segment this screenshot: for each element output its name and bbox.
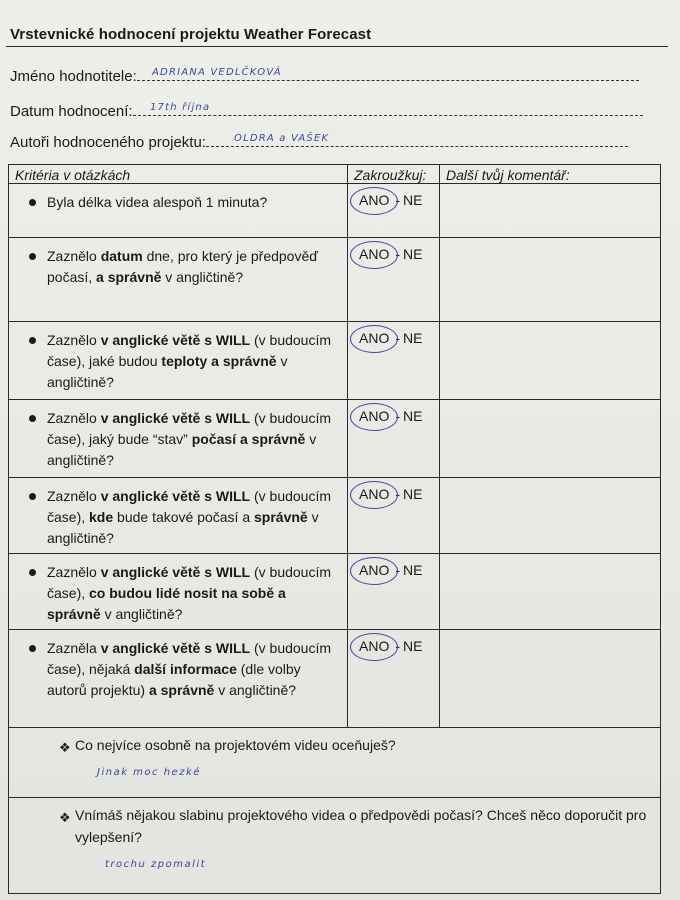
circled-answer-mark (350, 187, 401, 215)
open-question-row (9, 798, 661, 894)
comment-cell[interactable] (440, 630, 661, 728)
criteria-row (9, 630, 661, 728)
question-text: (v budoucím čase), jaké budou (47, 332, 332, 369)
comment-cell[interactable] (440, 400, 661, 478)
answer-options (348, 554, 439, 578)
question-text: správně (254, 509, 308, 525)
question-text: Zaznělo (47, 564, 101, 580)
question-text: bude takové počasí a (113, 509, 255, 525)
criteria-question (9, 238, 348, 322)
answer-options (348, 238, 439, 262)
handwritten-answer: Jinak moc hezké (97, 767, 201, 778)
bullet-icon (29, 337, 36, 344)
question-text: Byla délka videa alespoň 1 minuta? (47, 194, 268, 210)
question-text: datum (100, 248, 143, 264)
date-label: Datum hodnocení: (10, 103, 133, 120)
criteria-row (9, 554, 661, 630)
open-question-cell[interactable] (9, 798, 661, 894)
evaluator-label: Jméno hodnotitele: (10, 68, 137, 85)
option-separator: - (395, 246, 401, 262)
criteria-question (9, 478, 348, 554)
question-text: kde (89, 509, 114, 525)
page-title: Vrstevnické hodnocení projektu Weather Forecast (10, 26, 372, 43)
circled-answer-mark (350, 557, 401, 585)
option-no: NE (403, 408, 423, 424)
authors-label: Autoři hodnoceného projektu: (10, 134, 206, 151)
option-no: NE (403, 192, 423, 208)
comment-cell[interactable] (440, 478, 661, 554)
option-yes: ANO (359, 638, 390, 654)
question-text: a správně (96, 269, 162, 285)
answer-options (348, 478, 439, 502)
criteria-question (9, 554, 348, 630)
criteria-row (9, 478, 661, 554)
open-question-text: Vnímáš nějakou slabinu projektového videa o předpovědi počasí? Chceš něco doporučit pro vylepšení? (75, 807, 647, 845)
option-separator: - (395, 486, 401, 502)
criteria-question (9, 400, 348, 478)
comment-cell[interactable] (440, 554, 661, 630)
criteria-row (9, 238, 661, 322)
question-text: Zaznělo (47, 332, 101, 348)
answer-options (348, 184, 439, 208)
option-yes: ANO (359, 246, 390, 262)
criteria-row (9, 184, 661, 238)
question-text: Zaznělo (47, 248, 101, 264)
question-text: dne, pro který je předpověď počasí, (47, 248, 318, 285)
criteria-row (9, 400, 661, 478)
criteria-question (9, 184, 348, 238)
option-yes: ANO (359, 330, 390, 346)
authors-value: OLDRA a VAŠEK (234, 133, 330, 144)
bullet-icon (29, 645, 36, 652)
question-text: v angličtině? (47, 431, 317, 468)
question-text: (v budoucím čase), nějaká (47, 640, 332, 677)
option-no: NE (403, 638, 423, 654)
question-text: (v budoucím čase), jaký bude “stav” (47, 410, 332, 447)
circled-answer-mark (350, 325, 401, 353)
evaluation-table (8, 164, 661, 894)
bullet-icon (29, 199, 36, 206)
question-text: (v budoucím čase), (47, 488, 332, 525)
date-field (10, 103, 643, 120)
question-text: v anglické větě s WILL (100, 332, 251, 348)
question-text: další informace (134, 661, 237, 677)
comment-cell[interactable] (440, 184, 661, 238)
criteria-question (9, 630, 348, 728)
option-yes: ANO (359, 192, 390, 208)
option-separator: - (395, 192, 401, 208)
question-text: Zaznělo (47, 410, 101, 426)
question-text: teploty a správně (161, 353, 277, 369)
answer-cell[interactable] (348, 322, 440, 400)
bullet-icon (29, 493, 36, 500)
question-text: a správně (148, 682, 215, 698)
option-yes: ANO (359, 486, 390, 502)
answer-cell[interactable] (348, 238, 440, 322)
question-text: Zaznělo (47, 488, 101, 504)
question-text: v angličtině? (214, 682, 297, 698)
circled-answer-mark (350, 403, 401, 431)
question-text: v angličtině? (47, 509, 319, 546)
option-no: NE (403, 486, 423, 502)
title-divider (6, 46, 668, 47)
option-no: NE (403, 562, 423, 578)
evaluator-field (10, 68, 639, 85)
option-separator: - (395, 562, 401, 578)
answer-options (348, 630, 439, 654)
question-text: v angličtině? (47, 353, 288, 390)
date-value: 17th října (150, 102, 211, 113)
table-header-row (9, 165, 661, 184)
question-text: v angličtině? (161, 269, 244, 285)
question-text: (dle volby autorů projektu) (47, 661, 301, 698)
question-text: co budou lidé nosit na sobě a správně (47, 585, 286, 622)
header-circle: Zakroužkuj: (348, 165, 440, 184)
handwritten-answer: trochu zpomalit (105, 859, 207, 870)
question-text: v anglické větě s WILL (100, 640, 251, 656)
open-question-text: Co nejvíce osobně na projektovém videu oceňuješ? (75, 737, 396, 753)
option-no: NE (403, 246, 423, 262)
question-text: v anglické větě s WILL (100, 488, 251, 504)
answer-cell[interactable] (348, 478, 440, 554)
option-separator: - (395, 408, 401, 424)
question-text: v angličtině? (100, 606, 183, 622)
bullet-icon (29, 569, 36, 576)
diamond-bullet-icon: ❖ (59, 810, 71, 825)
comment-cell[interactable] (440, 238, 661, 322)
question-text: Zazněla (47, 640, 101, 656)
question-text: počasí a správně (191, 431, 306, 447)
option-yes: ANO (359, 408, 390, 424)
bullet-icon (29, 415, 36, 422)
option-no: NE (403, 330, 423, 346)
option-separator: - (395, 330, 401, 346)
bullet-icon (29, 253, 36, 260)
comment-cell[interactable] (440, 322, 661, 400)
question-text: v anglické větě s WILL (100, 564, 251, 580)
diamond-bullet-icon: ❖ (59, 740, 71, 755)
circled-answer-mark (350, 241, 401, 269)
evaluator-value: ADRIANA VEDLČKOVÁ (152, 67, 282, 78)
answer-cell[interactable] (348, 554, 440, 630)
answer-options (348, 322, 439, 346)
circled-answer-mark (350, 481, 401, 509)
answer-cell[interactable] (348, 184, 440, 238)
criteria-question (9, 322, 348, 400)
answer-options (348, 400, 439, 424)
option-separator: - (395, 638, 401, 654)
option-yes: ANO (359, 562, 390, 578)
open-question-row (9, 728, 661, 798)
circled-answer-mark (350, 633, 401, 661)
header-criteria: Kritéria v otázkách (9, 165, 348, 184)
header-comment: Další tvůj komentář: (440, 165, 661, 184)
question-text: (v budoucím čase), (47, 564, 332, 601)
answer-cell[interactable] (348, 400, 440, 478)
criteria-row (9, 322, 661, 400)
open-question-cell[interactable] (9, 728, 661, 798)
question-text: v anglické větě s WILL (100, 410, 251, 426)
answer-cell[interactable] (348, 630, 440, 728)
